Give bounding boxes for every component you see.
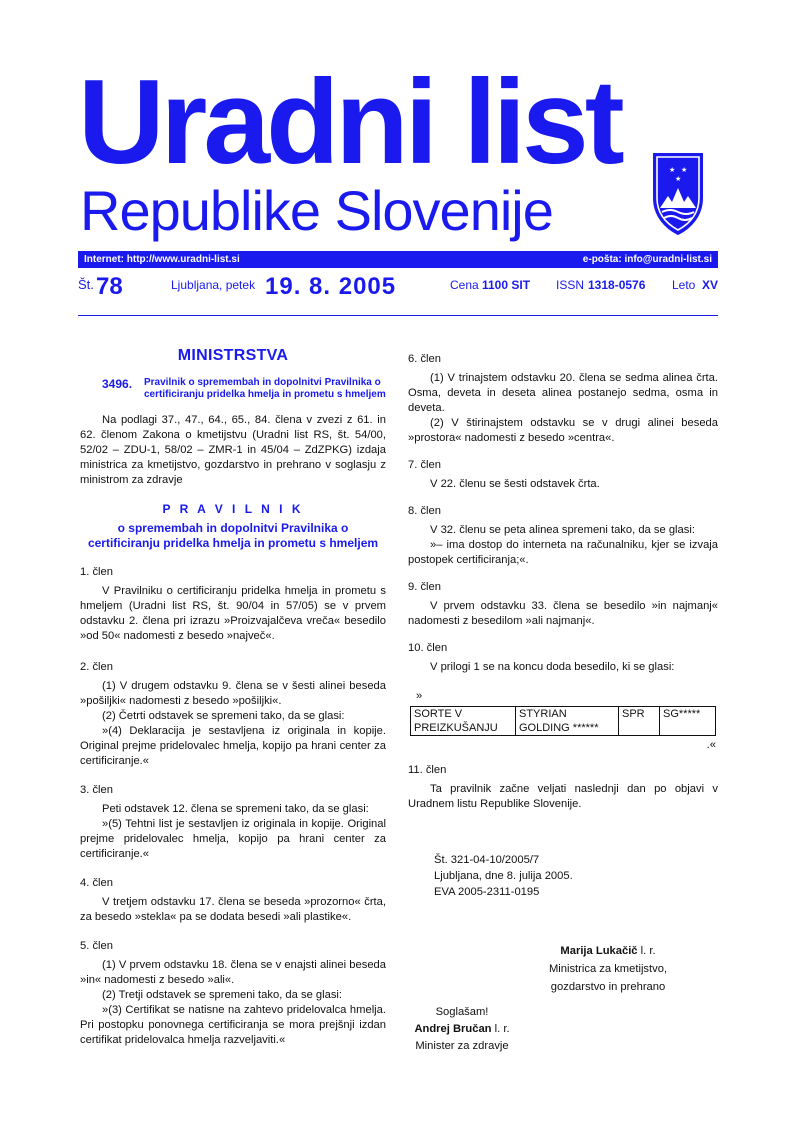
reference-eva: EVA 2005-2311-0195 [434,886,540,898]
header-rule [78,315,718,316]
article-10-title: 10. člen [408,642,448,654]
article-5-p3: »(3) Certifikat se natisne na zahtevo pridelovalca hmelja. Pri postopku ponovnega certificiranja se mora prejšnji izdan certifikat pridelovalca hmelja razveljaviti.« [80,1004,386,1046]
svg-text:★: ★ [669,166,676,174]
article-11-text: Ta pravilnik začne veljati naslednji dan po objavi v Uradnem listu Republike Slovenije. [408,783,718,810]
issue-number: 78 [96,273,123,300]
article-3-p2: »(5) Tehtni list je sestavljen iz originala in kopije. Original prejme pridelovalec hmelja, kopijo pa hrani center za certificiranje.« [80,818,386,860]
contact-bar [78,251,718,268]
article-2-title: 2. člen [80,661,113,673]
article-1-text: V Pravilniku o certificiranju pridelka hmelja in prometu s hmeljem (Uradni list RS, št. 90/04 in 57/05) se v prvem odstavku 2. člena pri izrazu »Proizvajalčeva vreča« besedilo »od 50« nadomesti z besedo »največ«. [80,585,386,642]
signature-role: Ministrica za kmetijstvo, [548,963,668,975]
act-heading [80,377,386,401]
varieties-table [410,706,716,736]
svg-text:★: ★ [675,175,682,183]
price-label: Cena [450,278,479,292]
signature-name-line [528,942,688,960]
issue-label: Št. [78,277,94,292]
article-8-p2: »– ima dostop do interneta na računalniku, kjer se izvaja postopek certificiranja;«. [408,539,718,566]
section-title: MINISTRSTVA [177,347,289,364]
pravilnik-heading: P R A V I L N I K [162,502,304,516]
issue-row [78,273,718,307]
issue-date: 19. 8. 2005 [265,273,397,300]
signature-suffix: l. r. [491,1023,510,1035]
article-4-text: V tretjem odstavku 17. člena se beseda »prozorno« črta, za besedo »stekla« pa se dodata besedi »ali plastike«. [80,896,386,923]
article-3-p1: Peti odstavek 12. člena se spremeni tako, da se glasi: [102,803,369,815]
right-column [408,352,718,996]
article-6-title: 6. člen [408,353,441,365]
masthead-title: Uradni list [78,55,621,189]
article-5-title: 5. člen [80,940,113,952]
email-link[interactable]: e-pošta: info@uradni-list.si [582,254,712,265]
article-2-p2: (2) Četrti odstavek se spremeni tako, da se glasi: [102,710,345,722]
table-cell: SPR [619,707,660,736]
issn-label: ISSN [556,278,585,292]
article-5-p1: (1) V prvem odstavku 18. člena se v enajsti alinei besedа »in« nadomesti z besedo »ali«. [80,959,386,986]
act-number: 3496. [102,377,133,391]
table-cell: SG***** [660,707,716,736]
quote-close: .« [706,739,716,751]
reference-number: Št. 321-04-10/2005/7 [434,854,540,866]
article-7-text: V 22. členu se šesti odstavek črta. [430,478,600,490]
article-9-text: V prvem odstavku 33. člena se besedilo »in najmanj« nadomesti z besedilom »ali najmanj«. [408,600,718,627]
left-column [80,348,386,1048]
reference-date: Ljubljana, dne 8. julija 2005. [434,870,573,882]
table-cell: SORTE V PREIZKUŠANJU [411,707,516,736]
place-day: Ljubljana, petek [171,278,256,292]
masthead-subtitle: Republike Slovenije [80,179,553,242]
pravilnik-subtitle: o spremembah in dopolnitvi Pravilnika o certificiranju pridelka hmelja in prometu s hmeljem [87,521,379,550]
article-6-p1: (1) V trinajstem odstavku 20. člena se sedma alinea črta. Osma, deveta in deseta alinea postanejo sedma, osma in deveta. [408,372,718,414]
signature-name: Andrej Bručan [414,1023,492,1035]
article-10-text: V prilogi 1 se na koncu doda besedilo, ki se glasi: [430,661,675,673]
internet-link[interactable]: Internet: http://www.uradni-list.si [84,254,240,265]
price-value: 1100 SIT [482,278,531,292]
reference-block [408,852,718,900]
table-row [411,707,716,736]
article-2-p1: (1) V drugem odstavku 9. člena se v šesti alinei beseda »pošiljki« nadomesti z besedo »pošiljki«. [80,680,386,707]
year-label: Leto [672,278,696,292]
article-3-title: 3. člen [80,784,113,796]
article-8-title: 8. člen [408,505,441,517]
coat-of-arms-icon [650,152,706,236]
signature-suffix: l. r. [637,945,656,957]
quote-open: » [416,690,423,702]
article-2-p3: »(4) Deklaracija je sestavljena iz originala in kopije. Original prejme pridelovalec hmelja, kopijo pa hrani center za certificiranje.« [80,725,386,767]
article-4-title: 4. člen [80,877,113,889]
act-title: Pravilnik o spremembah in dopolnitvi Pravilnika o certificiranju pridelka hmelja in prometu s hmeljem [144,377,386,400]
year-value: XV [702,278,719,292]
signature-minister-health [404,1004,520,1055]
signature-role: gozdarstvo in prehrano [550,981,666,993]
table-cell: STYRIAN GOLDING ****** [516,707,619,736]
article-7-title: 7. člen [408,459,441,471]
intro-paragraph: Na podlagi 37., 47., 64., 65., 84. člena v zvezi z 61. in 62. členom Zakona o kmetijstvu (Uradni list RS, št. 54/00, 52/02 – ZDU-1, 58/02 – ZMR-1 in 45/04 – ZdZPKG) izdaja ministrica za kmetijstvo, gozdarstvo in prehrano v soglasju z ministrom za zdravje [80,414,386,486]
article-6-p2: (2) V štirinajstem odstavku se v drugi alinei beseda »prostora« nadomesti z besedo »centra«. [408,417,718,444]
article-1-title: 1. člen [80,566,113,578]
svg-text:★: ★ [681,166,688,174]
signature-name-line [404,1021,520,1038]
article-9-title: 9. člen [408,581,441,593]
issn-value: 1318-0576 [588,278,646,292]
signature-name: Marija Lukačič [560,945,638,957]
article-11-title: 11. člen [408,764,447,776]
article-8-p1: V 32. členu se peta alinea spremeni tako, da se glasi: [430,524,695,536]
consent-text: Soglašam! [435,1006,489,1018]
signature-role: Minister za zdravje [415,1040,509,1052]
signature-minister-agriculture [528,942,688,996]
article-5-p2: (2) Tretji odstavek se spremeni tako, da se glasi: [102,989,343,1001]
